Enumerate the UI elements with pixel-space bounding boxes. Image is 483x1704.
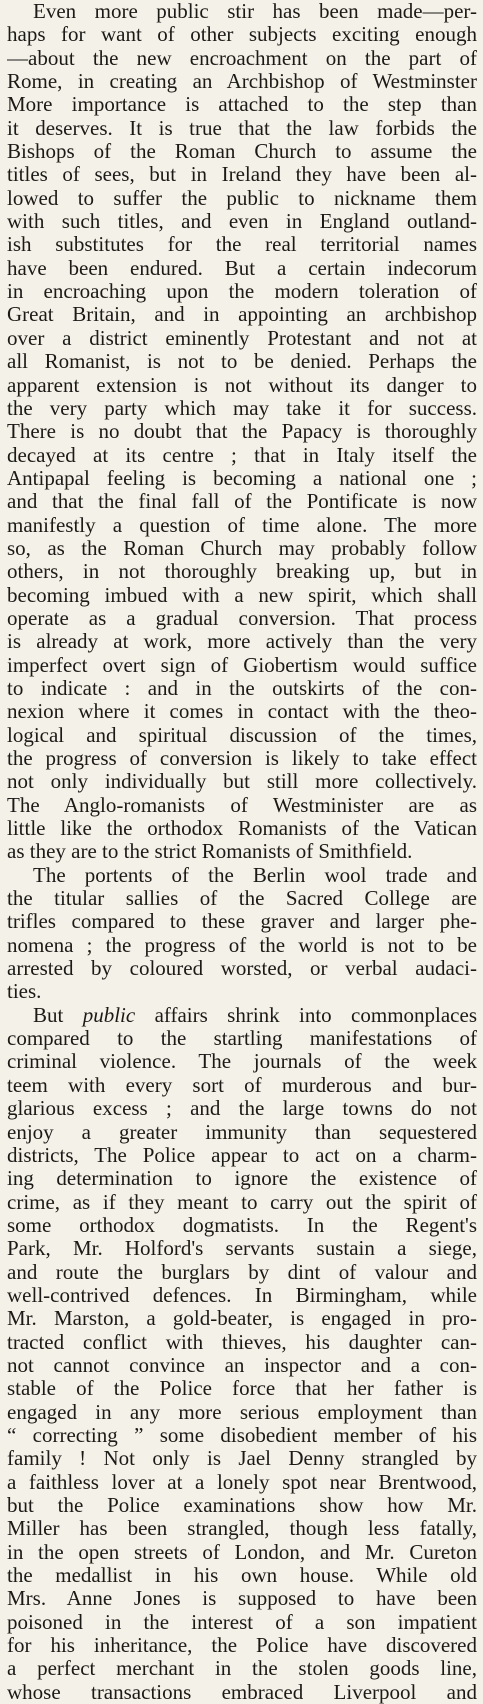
text-line: arrested by coloured worsted, or verbal audaci- xyxy=(7,957,477,981)
text-line: well-contrived defences. In Birmingham, while xyxy=(7,1283,477,1307)
text-line: a faithless lover at a lonely spot near Brentwood, xyxy=(7,1470,477,1494)
text-line: the medallist in his own house. While old xyxy=(7,1564,477,1588)
text-line: titles of sees, but in Ireland they have been al- xyxy=(7,163,477,187)
text-line: the titular sallies of the Sacred College are xyxy=(7,887,477,911)
text-line: Even more public stir has been made—per- xyxy=(33,0,477,23)
text-line: haps for want of other subjects exciting enough xyxy=(7,23,477,47)
text-line: engaged in any more serious employment than xyxy=(7,1400,477,1424)
text-line: teem with every sort of murderous and bur- xyxy=(7,1073,477,1097)
text-line: trifles compared to these graver and larger phe- xyxy=(7,910,477,934)
text-line: compared to the startling manifestations of xyxy=(7,1027,477,1051)
text-line: in encroaching upon the modern toleration of xyxy=(7,280,477,304)
text-line: tracted conflict with thieves, his daughter can- xyxy=(7,1330,477,1354)
text-line: so, as the Roman Church may probably follow xyxy=(7,536,477,560)
text-line: over a district eminently Protestant and not at xyxy=(7,326,477,350)
text-line: but the Police examinations show how Mr. xyxy=(7,1494,477,1517)
text-line: some orthodox dogmatists. In the Regent's xyxy=(7,1213,477,1237)
text-line: criminal violence. The journals of the week xyxy=(7,1050,477,1074)
text-line: little like the orthodox Romanists of the Vatican xyxy=(7,817,477,841)
text-line: glarious excess ; and the large towns do not xyxy=(7,1097,477,1121)
text-line: family ! Not only is Jael Denny strangled by xyxy=(7,1447,477,1471)
text-line: decayed at its centre ; that in Italy itself the xyxy=(7,443,477,467)
text-line: ties. xyxy=(7,980,42,1004)
paragraph-3 xyxy=(7,1004,477,1704)
text-line: the progress of conversion is likely to take effect xyxy=(7,747,477,770)
paragraph-1 xyxy=(7,0,477,864)
text-line: apparent extension is not without its danger to xyxy=(7,373,477,397)
text-line: There is no doubt that the Papacy is thoroughly xyxy=(7,420,477,444)
text-line: for his inheritance, the Police have discovered xyxy=(7,1634,477,1658)
text-line: imperfect overt sign of Giobertism would suffice xyxy=(7,653,477,677)
text-line: crime, as if they meant to carry out the spirit of xyxy=(7,1190,477,1214)
text-line: a perfect merchant in the stolen goods line, xyxy=(7,1657,477,1681)
text-line: operate as a gradual conversion. That process xyxy=(7,606,477,630)
text-line: is already at work, more actively than the very xyxy=(7,630,477,654)
text-line: Antipapal feeling is becoming a national one ; xyxy=(7,466,477,490)
first-word: But xyxy=(33,1003,64,1027)
emphasized-word: public xyxy=(82,1003,136,1027)
text-line: Great Britain, and in appointing an archbishop xyxy=(7,303,477,327)
text-line: Mr. Marston, a gold-beater, is engaged in pro- xyxy=(7,1307,477,1331)
text-line: More importance is attached to the step than xyxy=(7,93,477,117)
text-line: with such titles, and even in England outland- xyxy=(7,210,477,234)
text-line: have been endured. But a certain indecorum xyxy=(7,256,477,280)
text-line: Miller has been strangled, though less fatally, xyxy=(7,1517,477,1541)
text-line: districts, The Police appear to act on a charm- xyxy=(7,1143,477,1167)
text-line: all Romanist, is not to be denied. Perhaps the xyxy=(7,350,477,374)
first-line-rest: affairs shrink into commonplaces xyxy=(154,1003,477,1027)
paragraph-2 xyxy=(7,864,477,1004)
text-line: in the open streets of London, and Mr. Cureton xyxy=(7,1540,477,1564)
text-line: as they are to the strict Romanists of Smithfield. xyxy=(7,840,413,864)
text-line: Rome, in creating an Archbishop of Westminster xyxy=(7,70,477,94)
text-line: nomena ; the progress of the world is not to be xyxy=(7,933,477,957)
text-line: —about the new encroachment on the part of xyxy=(7,46,477,70)
text-line: “ correcting ” some disobedient member of his xyxy=(7,1423,477,1447)
text-line: nexion where it comes in contact with the theo- xyxy=(7,700,477,724)
text-line: lowed to suffer the public to nickname them xyxy=(7,186,477,210)
text-line: Mrs. Anne Jones is supposed to have been xyxy=(7,1587,477,1611)
text-line: the very party which may take it for success. xyxy=(7,396,477,420)
text-line: manifestly a question of time alone. The more xyxy=(7,513,477,537)
text-line: and that the final fall of the Pontificate is now xyxy=(7,490,477,514)
text-line: poisoned in the interest of a son impatient xyxy=(7,1610,477,1634)
text-line: The Anglo-romanists of Westminister are as xyxy=(7,793,477,817)
text-line: Bishops of the Roman Church to assume the xyxy=(7,140,477,164)
text-line: Park, Mr. Holford's servants sustain a siege, xyxy=(7,1237,477,1261)
text-line: logical and spiritual discussion of the times, xyxy=(7,723,477,747)
text-line: to indicate : and in the outskirts of the con- xyxy=(7,676,477,700)
text-line: ing determination to ignore the existence of xyxy=(7,1167,477,1191)
text-line: it deserves. It is true that the law forbids the xyxy=(7,116,477,140)
text-line: whose transactions embraced Liverpool and xyxy=(7,1680,477,1704)
text-line: enjoy a greater immunity than sequestered xyxy=(7,1120,477,1144)
text-line: ish substitutes for the real territorial names xyxy=(7,233,477,257)
paragraph-3-first-line xyxy=(7,1004,477,1027)
text-line: others, in not thoroughly breaking up, but in xyxy=(7,560,477,584)
text-line: not cannot convince an inspector and a con- xyxy=(7,1353,477,1377)
text-line: The portents of the Berlin wool trade and xyxy=(33,863,477,887)
text-line: not only individually but still more collectively. xyxy=(7,770,477,794)
text-line: stable of the Police force that her father is xyxy=(7,1377,477,1401)
text-line: and route the burglars by dint of valour and xyxy=(7,1260,477,1284)
text-line: becoming imbued with a new spirit, which shall xyxy=(7,583,477,607)
